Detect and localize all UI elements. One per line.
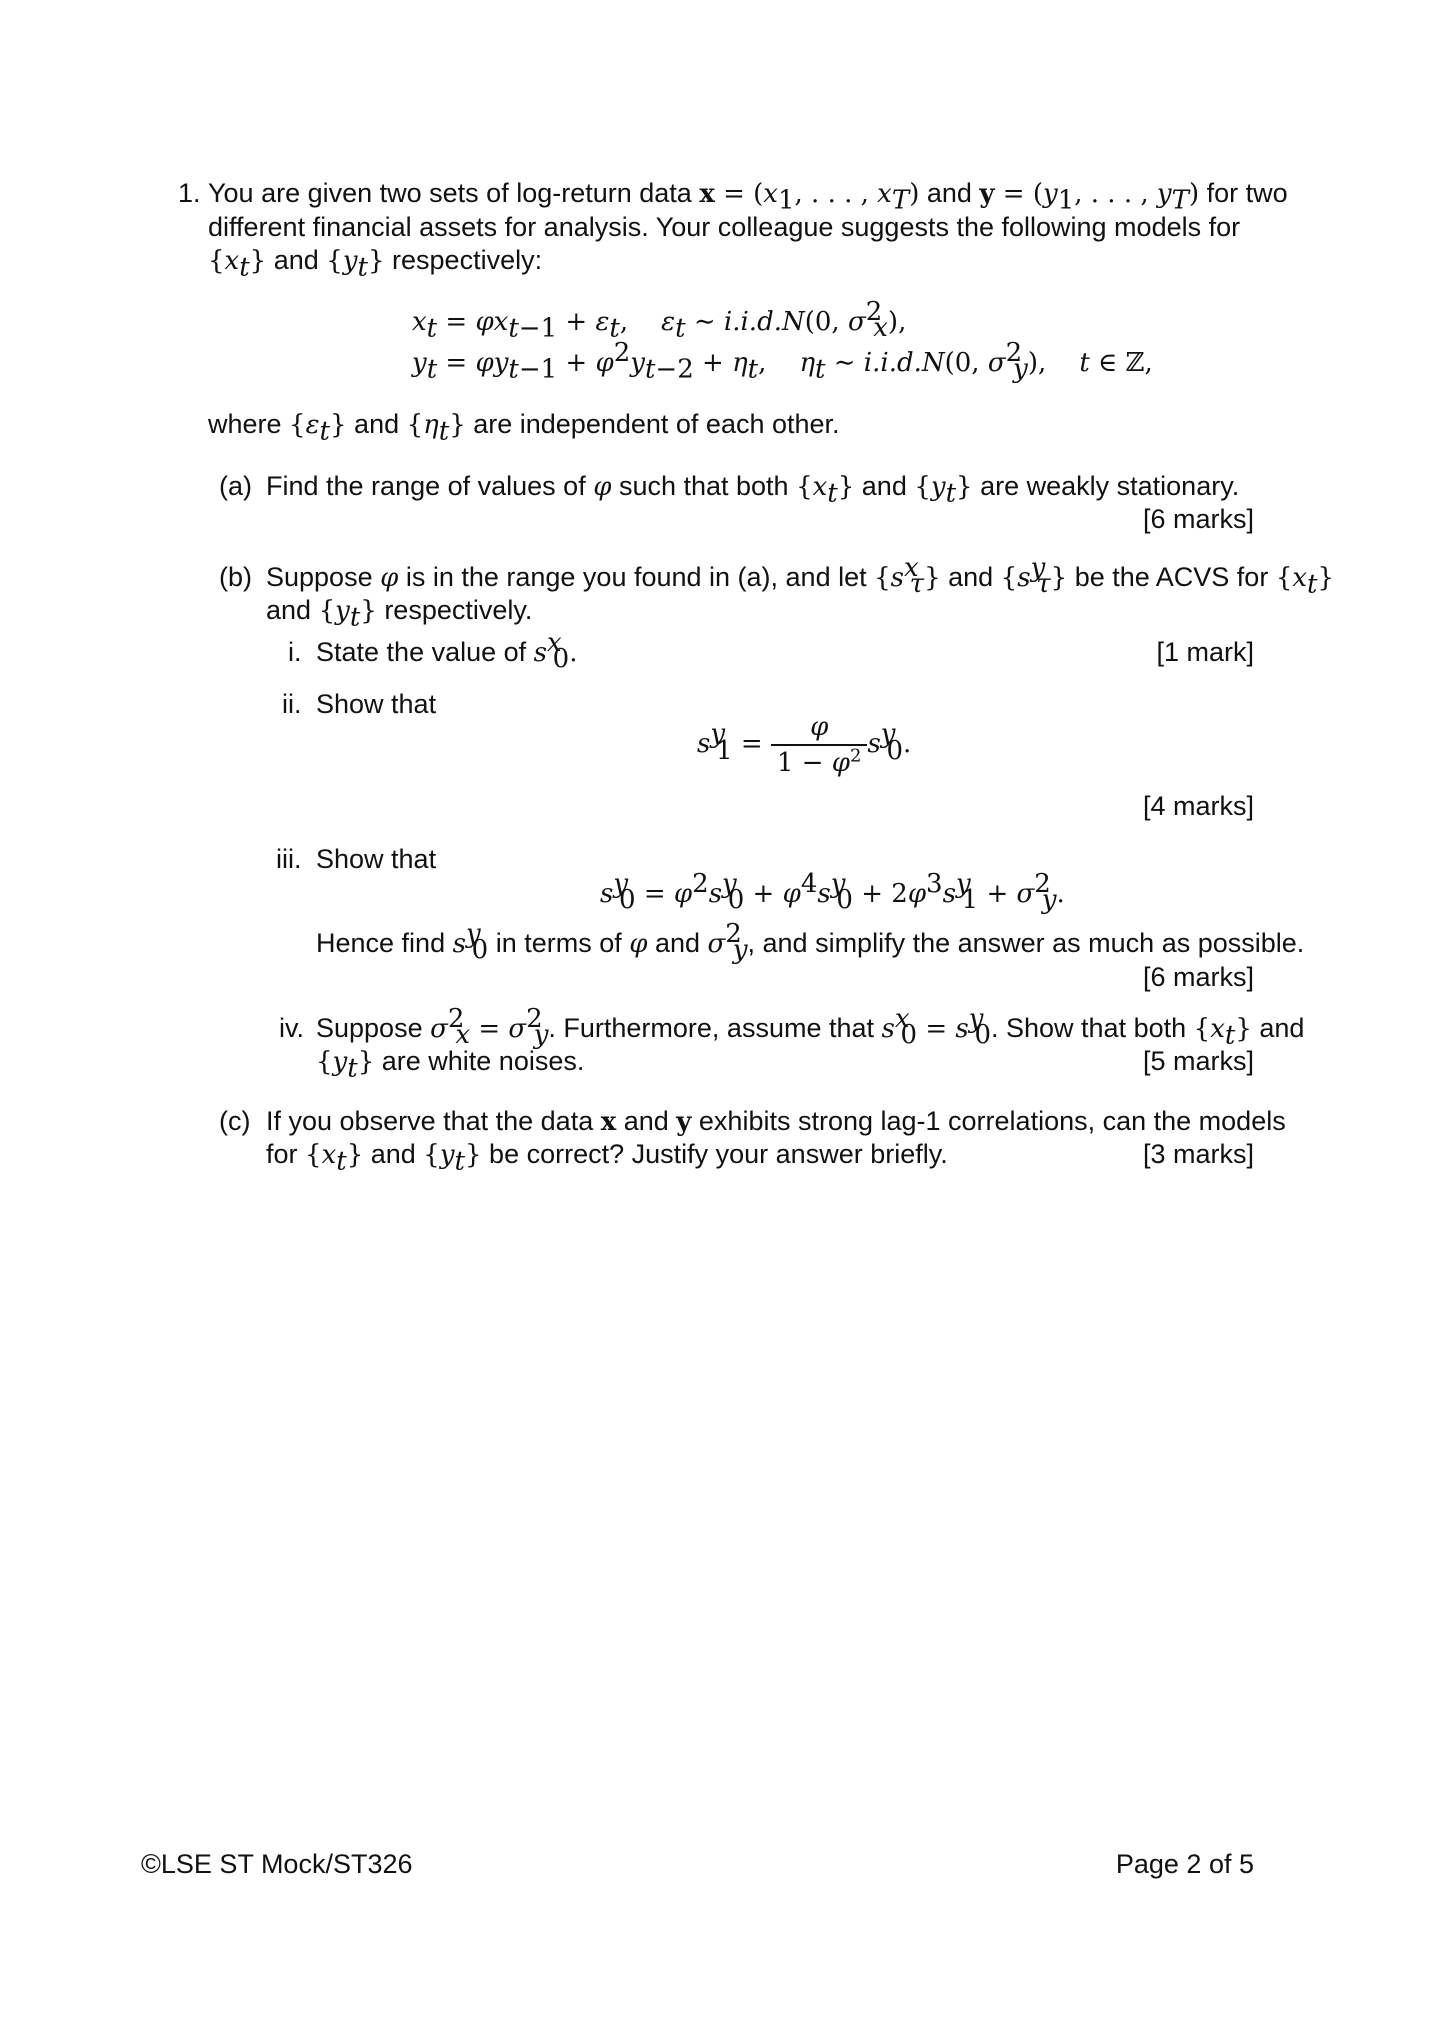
part-a-marks: [6 marks] <box>1142 504 1254 534</box>
equation-s0y: $s^y_0 = \varphi^2s^y_0 + \varphi^4s^y_0 + 2\varphi^3s^y_1 + \sigma^2_y$. <box>600 869 1065 916</box>
part-b-i-text: State the value of $s^x_0$. <box>316 628 578 675</box>
part-b-iv-line-1: Suppose $\sigma^2_x = \sigma^2_y$. Furthermore, assume that $s^x_0 = s^y_0$. Show that both $\{x_t\}$ and <box>316 1004 1305 1051</box>
part-b-iv-label: iv. <box>279 1013 304 1043</box>
part-a-label: (a) <box>219 471 252 501</box>
independence-statement: where $\{\varepsilon_t\}$ and $\{\eta_t\}$ are independent of each other. <box>208 409 840 447</box>
part-b-line-2: and $\{y_t\}$ respectively. <box>266 595 533 633</box>
equation-x-model: $x_t = \varphi x_{t-1} + \varepsilon_t$, $\varepsilon_t$ ∼ i.i.d.N(0, $\sigma^2_x$), <box>412 297 907 344</box>
footer-page-number: Page 2 of 5 <box>1115 1849 1254 1879</box>
part-b-iv-marks: [5 marks] <box>1142 1046 1254 1076</box>
part-b-ii-label: ii. <box>282 689 302 719</box>
intro-line-2: different financial assets for analysis. Your colleague suggests the following models for <box>208 212 1241 242</box>
part-b-ii-marks: [4 marks] <box>1142 791 1254 821</box>
footer-course-code: ©LSE ST Mock/ST326 <box>141 1849 413 1879</box>
part-b-ii-text: Show that <box>316 689 437 719</box>
part-b-i-marks: [1 mark] <box>1156 637 1254 667</box>
part-b-iii-text: Show that <box>316 844 437 874</box>
part-c-line-2: for $\{x_t\}$ and $\{y_t\}$ be correct? Justify your answer briefly. <box>266 1139 948 1177</box>
equation-s1y: $s^y_1$ = $\frac{\varphi}{1 - \varphi^2}$ $s^y_0$. <box>697 712 912 778</box>
question-number: 1. <box>178 178 201 208</box>
part-a-text: Find the range of values of φ such that both $\{x_t\}$ and $\{y_t\}$ are weakly stationary. <box>266 471 1240 509</box>
part-c-label: (c) <box>219 1106 251 1136</box>
part-b-iii-hence: Hence find $s^y_0$ in terms of φ and $\sigma^2_y$, and simplify the answer as much as possible. <box>316 919 1305 966</box>
part-b-iii-marks: [6 marks] <box>1142 962 1254 992</box>
part-b-iv-line-2: $\{y_t\}$ are white noises. <box>316 1046 585 1084</box>
intro-line-3: $\{x_t\}$ and $\{y_t\}$ respectively: <box>208 245 543 283</box>
part-c-line-1: If you observe that the data x and y exhibits strong lag-1 correlations, can the models <box>266 1106 1286 1137</box>
part-b-i-label: i. <box>288 637 302 667</box>
part-b-line-1: Suppose φ is in the range you found in (a), and let $\{s^x_\tau\}$ and $\{s^y_\tau\}$ be the ACVS for $\{x_t\}$ <box>266 553 1335 600</box>
equation-y-model: $y_t = \varphi y_{t-1} + \varphi^2y_{t-2} + \eta_t$, $\eta_t$ ∼ i.i.d.N(0, $\sigma^2_y$), t ∈ ℤ, <box>412 338 1153 385</box>
part-b-label: (b) <box>219 562 252 592</box>
part-b-iii-label: iii. <box>276 844 302 874</box>
part-c-marks: [3 marks] <box>1142 1139 1254 1169</box>
intro-line-1: You are given two sets of log-return data $x = (x_1$, . . . , $x_T$) and $y = (y_1$, . . . , $y_T$) for two <box>208 178 1288 216</box>
